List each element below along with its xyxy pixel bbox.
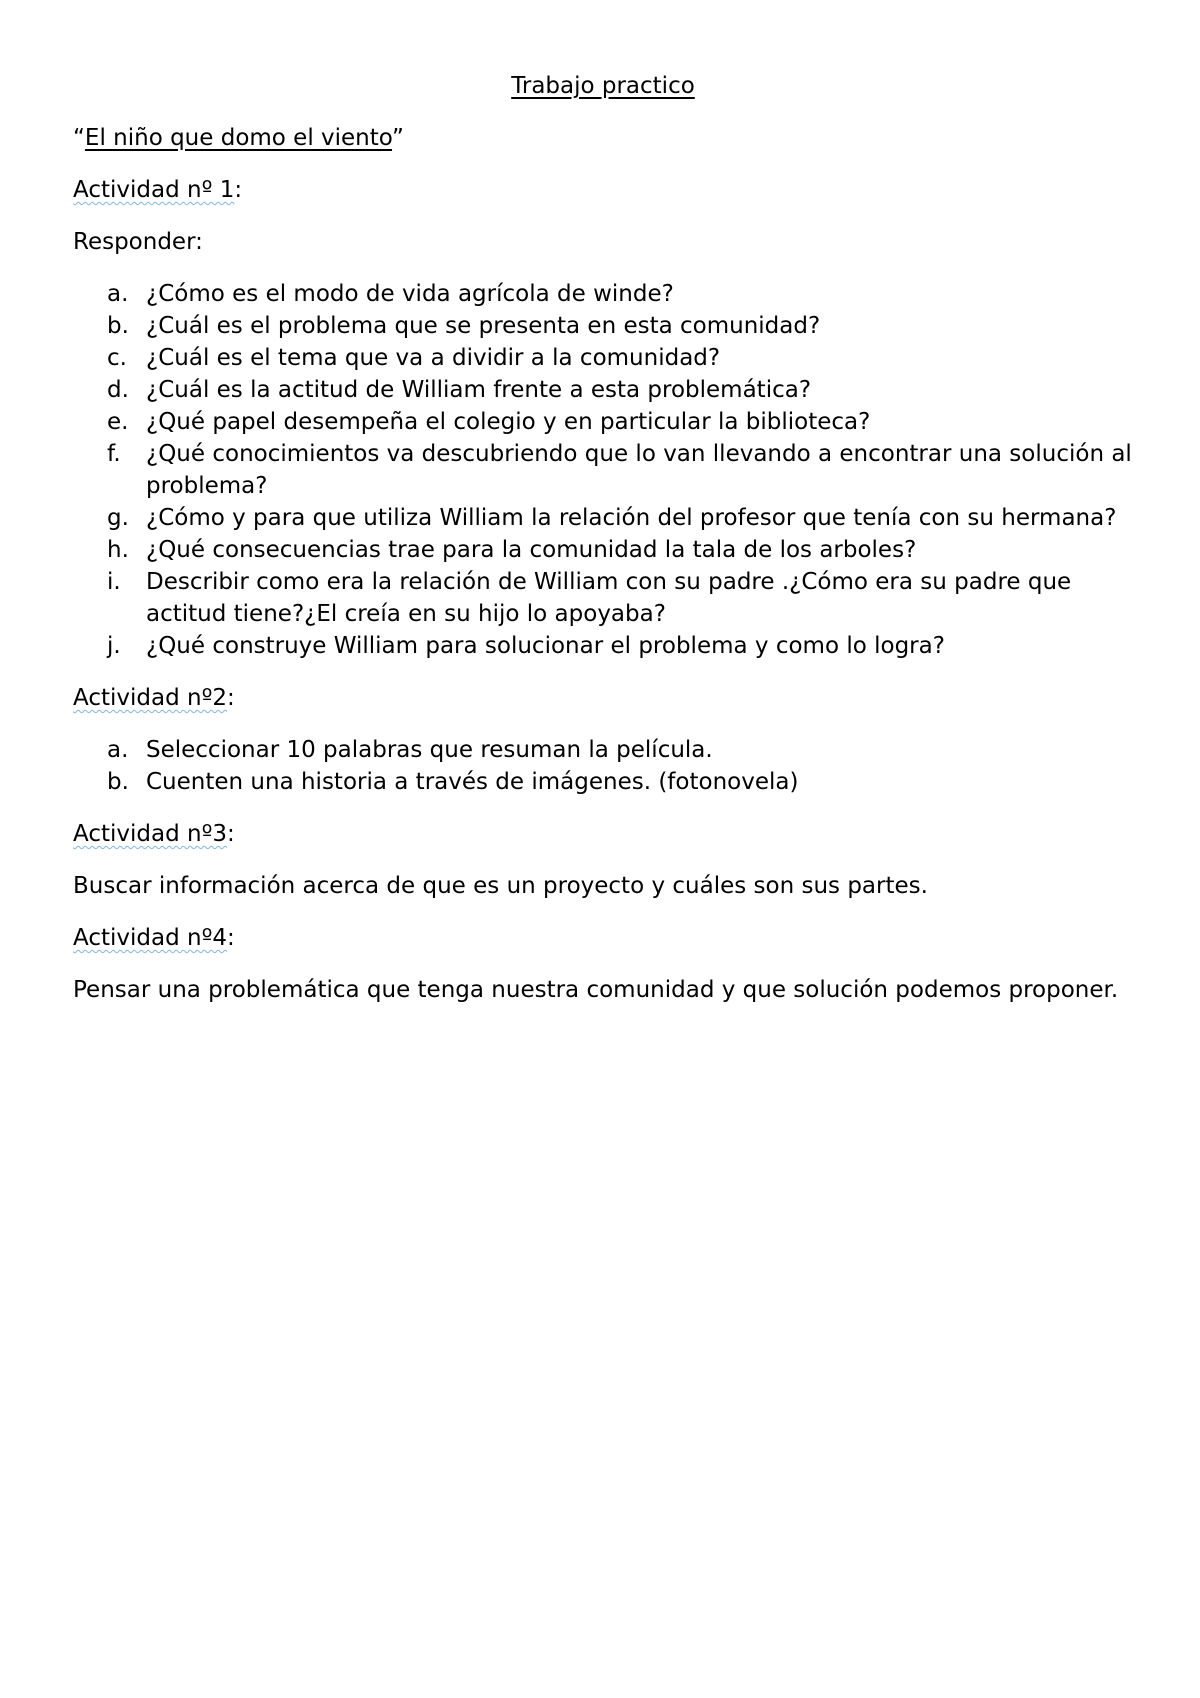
activity1-question-list [73,278,1133,662]
list-item [73,566,1133,630]
list-item-text: ¿Cuál es el tema que va a dividir a la comunidad? [146,345,721,371]
activity1-heading-colon: : [234,177,243,203]
list-item [73,342,1133,374]
list-item [73,502,1133,534]
list-item-text: Seleccionar 10 palabras que resuman la película. [146,737,713,763]
list-item-text: ¿Cómo es el modo de vida agrícola de winde? [146,281,674,307]
list-item [73,278,1133,310]
activity1-heading-text: Actividad nº 1 [73,177,235,203]
list-item [73,766,1133,798]
list-marker: e. [107,409,129,435]
document-title [73,70,1133,102]
activity3-heading-colon: : [227,821,235,847]
list-item-text: ¿Qué construye William para solucionar el problema y como lo logra? [146,633,945,659]
list-item [73,734,1133,766]
subtitle-text: El niño que domo el viento [84,125,393,151]
list-item [73,534,1133,566]
list-item-text: ¿Qué papel desempeña el colegio y en particular la biblioteca? [146,409,871,435]
list-marker: d. [107,377,129,403]
list-item-text: ¿Qué conocimientos va descubriendo que lo van llevando a encontrar una solución al problema? [146,441,1132,499]
activity3-heading [73,818,1133,850]
activity4-heading-colon: : [227,925,235,951]
activity2-task-list [73,734,1133,798]
list-marker: b. [107,769,129,795]
activity2-heading-text: Actividad nº2 [73,685,228,711]
list-item [73,406,1133,438]
list-marker: a. [107,737,129,763]
list-marker: i. [107,569,121,595]
list-item [73,310,1133,342]
list-item [73,374,1133,406]
list-marker: h. [107,537,129,563]
list-item-text: ¿Cómo y para que utiliza William la relación del profesor que tenía con su hermana? [146,505,1117,531]
activity4-body: Pensar una problemática que tenga nuestra comunidad y que solución podemos proponer. [73,977,1119,1003]
subtitle-close-quote: ” [392,125,404,151]
list-marker: c. [107,345,127,371]
list-item [73,630,1133,662]
list-item-text: Cuenten una historia a través de imágenes. (fotonovela) [146,769,799,795]
document-content [73,70,1133,1026]
list-marker: b. [107,313,129,339]
activity3-heading-text: Actividad nº3 [73,821,228,847]
list-item [73,438,1133,502]
list-item-text: ¿Cuál es el problema que se presenta en esta comunidad? [146,313,821,339]
activity1-intro: Responder: [73,229,203,255]
list-marker: a. [107,281,129,307]
activity4-heading-text: Actividad nº4 [73,925,228,951]
document-subtitle [73,122,1133,154]
activity2-heading-colon: : [227,685,235,711]
list-marker: f. [107,441,121,467]
subtitle-open-quote: “ [73,125,85,151]
activity3-body: Buscar información acerca de que es un proyecto y cuáles son sus partes. [73,873,928,899]
list-marker: j. [107,633,121,659]
activity1-heading [73,174,1133,206]
activity2-heading [73,682,1133,714]
list-marker: g. [107,505,129,531]
document-title-text: Trabajo practico [511,73,695,99]
list-item-text: ¿Qué consecuencias trae para la comunidad la tala de los arboles? [146,537,917,563]
list-item-text: ¿Cuál es la actitud de William frente a esta problemática? [146,377,812,403]
activity4-heading [73,922,1133,954]
list-item-text: Describir como era la relación de William con su padre .¿Cómo era su padre que actitud tiene?¿El creía en su hijo lo apoyaba? [146,569,1072,627]
